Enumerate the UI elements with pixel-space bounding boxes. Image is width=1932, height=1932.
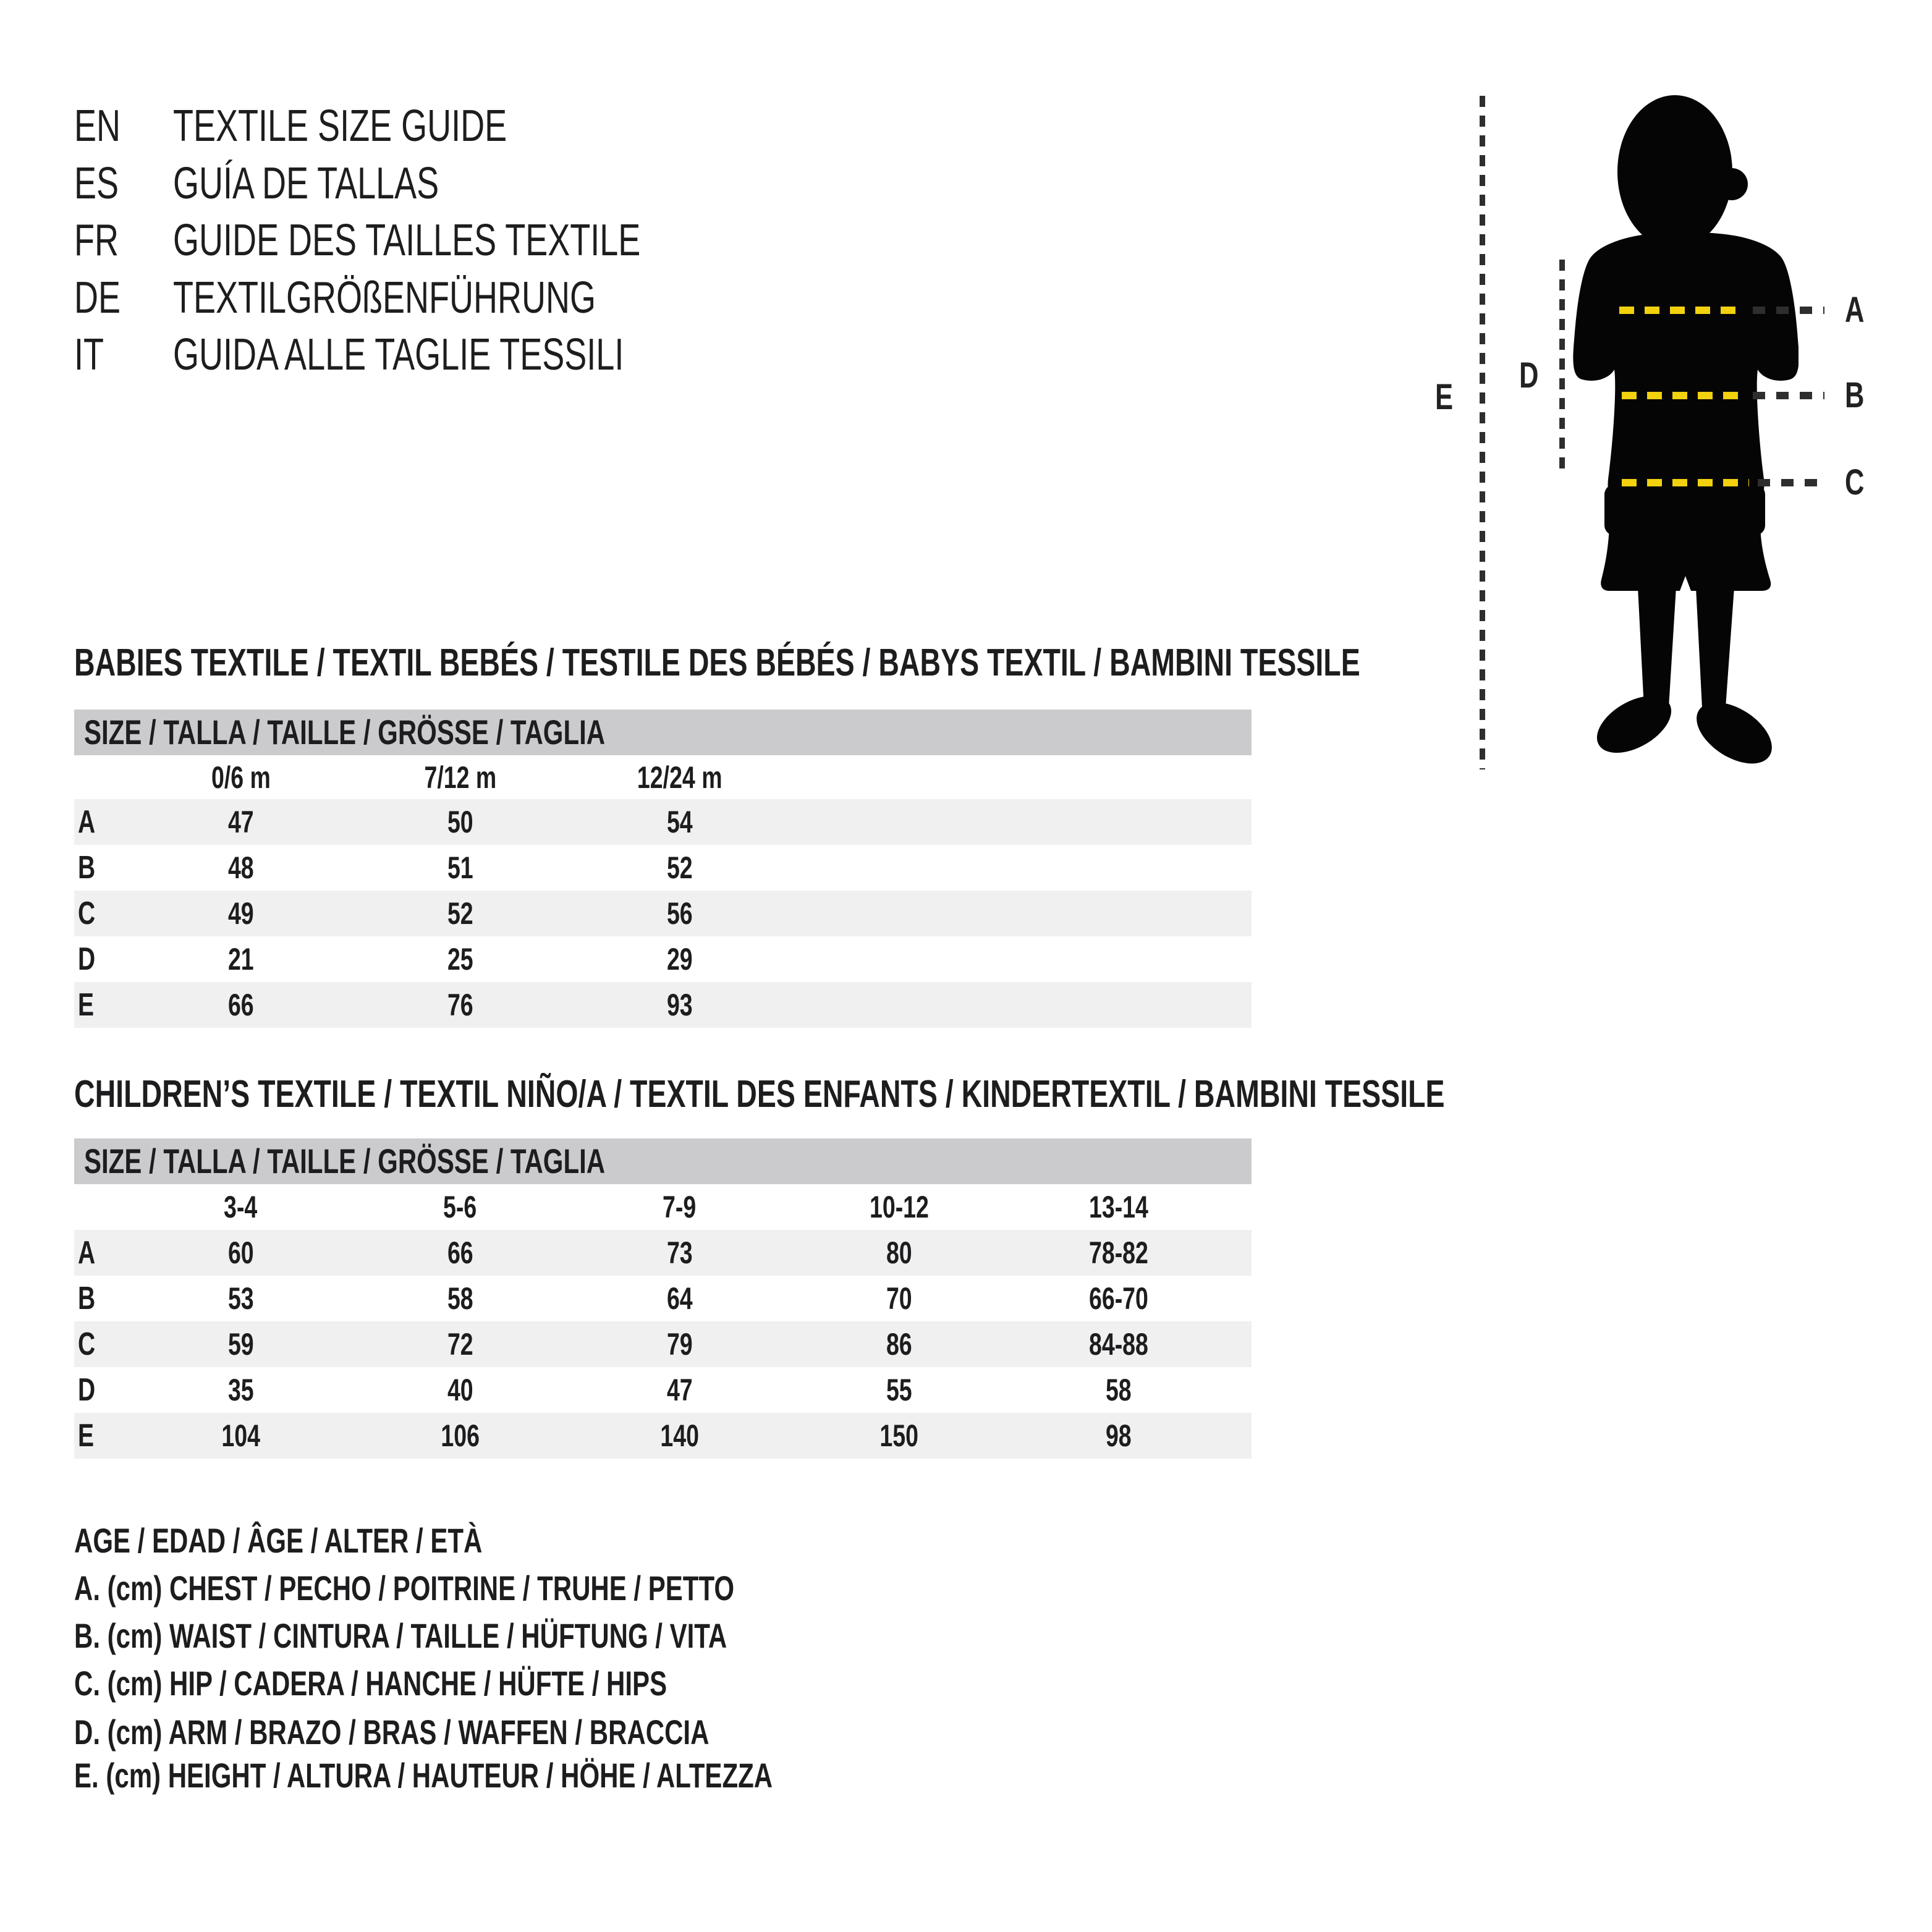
table-row — [74, 891, 1252, 936]
lang-code: DE — [74, 273, 121, 323]
table-cell: 47 — [666, 1373, 693, 1407]
col-header: 0/6 m — [211, 760, 271, 795]
lang-title: GUÍA DE TALLAS — [173, 159, 439, 208]
lang-title: GUIDE DES TAILLES TEXTILE — [173, 216, 641, 265]
label-waist-b: B — [1845, 375, 1865, 415]
legend-hip: C. (cm) HIP / CADERA / HANCHE / HÜFTE / HIPS — [74, 1664, 667, 1703]
table-row — [74, 1276, 1252, 1321]
label-chest-a: A — [1845, 290, 1865, 330]
babies-section-title: BABIES TEXTILE / TEXTIL BEBÉS / TESTILE DES BÉBÉS / BABYS TEXTIL / BAMBINI TESSILE — [74, 642, 1360, 684]
col-header: 5-6 — [443, 1190, 477, 1224]
label-hip-c: C — [1845, 462, 1865, 502]
row-label: E — [78, 1418, 95, 1454]
table-cell: 106 — [441, 1418, 480, 1453]
table-cell: 40 — [447, 1373, 473, 1407]
table-cell: 54 — [666, 805, 693, 839]
legend-height: E. (cm) HEIGHT / ALTURA / HAUTEUR / HÖHE / ALTEZZA — [74, 1756, 773, 1795]
babies-column-headers — [74, 755, 1252, 799]
lang-code: ES — [74, 159, 119, 208]
table-cell: 140 — [660, 1418, 699, 1453]
table-cell: 80 — [886, 1235, 912, 1270]
table-cell: 84-88 — [1088, 1327, 1148, 1362]
row-label: C — [78, 1326, 96, 1362]
table-cell: 86 — [886, 1327, 912, 1362]
babies-size-header-bar: SIZE / TALLA / TAILLE / GRÖSSE / TAGLIA — [74, 710, 1252, 755]
table-cell: 150 — [879, 1418, 918, 1453]
table-cell: 66-70 — [1088, 1281, 1148, 1316]
table-row — [74, 845, 1252, 891]
table-cell: 73 — [666, 1235, 693, 1270]
lang-row-it — [74, 331, 774, 379]
row-label: B — [78, 1281, 96, 1316]
label-arm-d: D — [1519, 355, 1539, 396]
table-cell: 47 — [227, 805, 254, 839]
table-row — [74, 936, 1252, 982]
table-cell: 79 — [666, 1327, 693, 1362]
table-cell: 66 — [227, 988, 254, 1022]
legend-waist: B. (cm) WAIST / CINTURA / TAILLE / HÜFTUNG / VITA — [74, 1616, 727, 1655]
row-label: D — [78, 941, 96, 977]
table-cell: 21 — [227, 942, 254, 977]
lang-row-de — [74, 274, 737, 322]
hip-dash-yellow — [1622, 479, 1749, 486]
waist-dash-dark — [1753, 392, 1824, 399]
table-cell: 35 — [227, 1373, 254, 1407]
table-cell: 66 — [447, 1235, 473, 1270]
row-label: E — [78, 987, 95, 1023]
label-height-e: E — [1435, 377, 1454, 417]
table-cell: 76 — [447, 988, 473, 1022]
table-row — [74, 982, 1252, 1028]
table-cell: 59 — [227, 1327, 254, 1362]
lang-title: GUIDA ALLE TAGLIE TESSILI — [173, 330, 624, 379]
lang-code: EN — [74, 101, 121, 151]
table-cell: 64 — [666, 1281, 693, 1316]
table-cell: 55 — [886, 1373, 912, 1407]
children-section-title: CHILDREN’S TEXTILE / TEXTIL NIÑO/A / TEXTIL DES ENFANTS / KINDERTEXTIL / BAMBINI TESSILE — [74, 1073, 1445, 1116]
table-row — [74, 799, 1252, 845]
children-column-headers — [74, 1184, 1252, 1230]
waist-dash-yellow — [1622, 392, 1743, 399]
col-header: 12/24 m — [637, 760, 722, 795]
row-label: A — [78, 1235, 96, 1271]
row-label: B — [78, 850, 96, 886]
col-header: 7-9 — [663, 1190, 697, 1224]
table-cell: 53 — [227, 1281, 254, 1316]
lang-code: IT — [74, 330, 104, 379]
lang-title: TEXTILGRÖßENFÜHRUNG — [173, 273, 596, 323]
table-cell: 58 — [1105, 1373, 1132, 1407]
table-cell: 72 — [447, 1327, 473, 1362]
lang-code: FR — [74, 216, 119, 265]
lang-row-fr — [74, 216, 796, 265]
table-cell: 93 — [666, 988, 693, 1022]
col-header: 10-12 — [869, 1190, 929, 1224]
col-header: 3-4 — [224, 1190, 258, 1224]
chest-dash-yellow — [1619, 307, 1743, 314]
hip-dash-dark — [1758, 479, 1824, 486]
table-cell: 60 — [227, 1235, 254, 1270]
table-row — [74, 1367, 1252, 1413]
row-label: D — [78, 1372, 96, 1408]
table-row — [74, 1413, 1252, 1459]
table-cell: 56 — [666, 896, 693, 931]
table-cell: 78-82 — [1088, 1235, 1148, 1270]
table-row — [74, 1321, 1252, 1367]
col-header: 13-14 — [1088, 1190, 1148, 1224]
table-cell: 52 — [666, 850, 693, 885]
table-cell: 50 — [447, 805, 473, 839]
lang-title: TEXTILE SIZE GUIDE — [173, 101, 507, 151]
table-cell: 104 — [221, 1418, 260, 1453]
table-cell: 52 — [447, 896, 473, 931]
table-cell: 29 — [666, 942, 693, 977]
col-header: 7/12 m — [424, 760, 496, 795]
children-size-header-bar: SIZE / TALLA / TAILLE / GRÖSSE / TAGLIA — [74, 1138, 1252, 1184]
table-cell: 49 — [227, 896, 254, 931]
legend-arm: D. (cm) ARM / BRAZO / BRAS / WAFFEN / BRACCIA — [74, 1713, 710, 1752]
table-cell: 51 — [447, 850, 473, 885]
table-cell: 25 — [447, 942, 473, 977]
table-cell: 48 — [227, 850, 254, 885]
table-cell: 70 — [886, 1281, 912, 1316]
table-cell: 58 — [447, 1281, 473, 1316]
table-row — [74, 1230, 1252, 1276]
lang-row-en — [74, 102, 618, 150]
chest-dash-dark — [1753, 307, 1824, 314]
row-label: C — [78, 896, 96, 931]
arm-measure-line — [1559, 260, 1565, 473]
table-cell: 98 — [1105, 1418, 1132, 1453]
lang-row-es — [74, 159, 528, 208]
legend-age: AGE / EDAD / ÂGE / ALTER / ETÀ — [74, 1521, 483, 1560]
legend-chest: A. (cm) CHEST / PECHO / POITRINE / TRUHE / PETTO — [74, 1569, 735, 1608]
row-label: A — [78, 804, 96, 840]
